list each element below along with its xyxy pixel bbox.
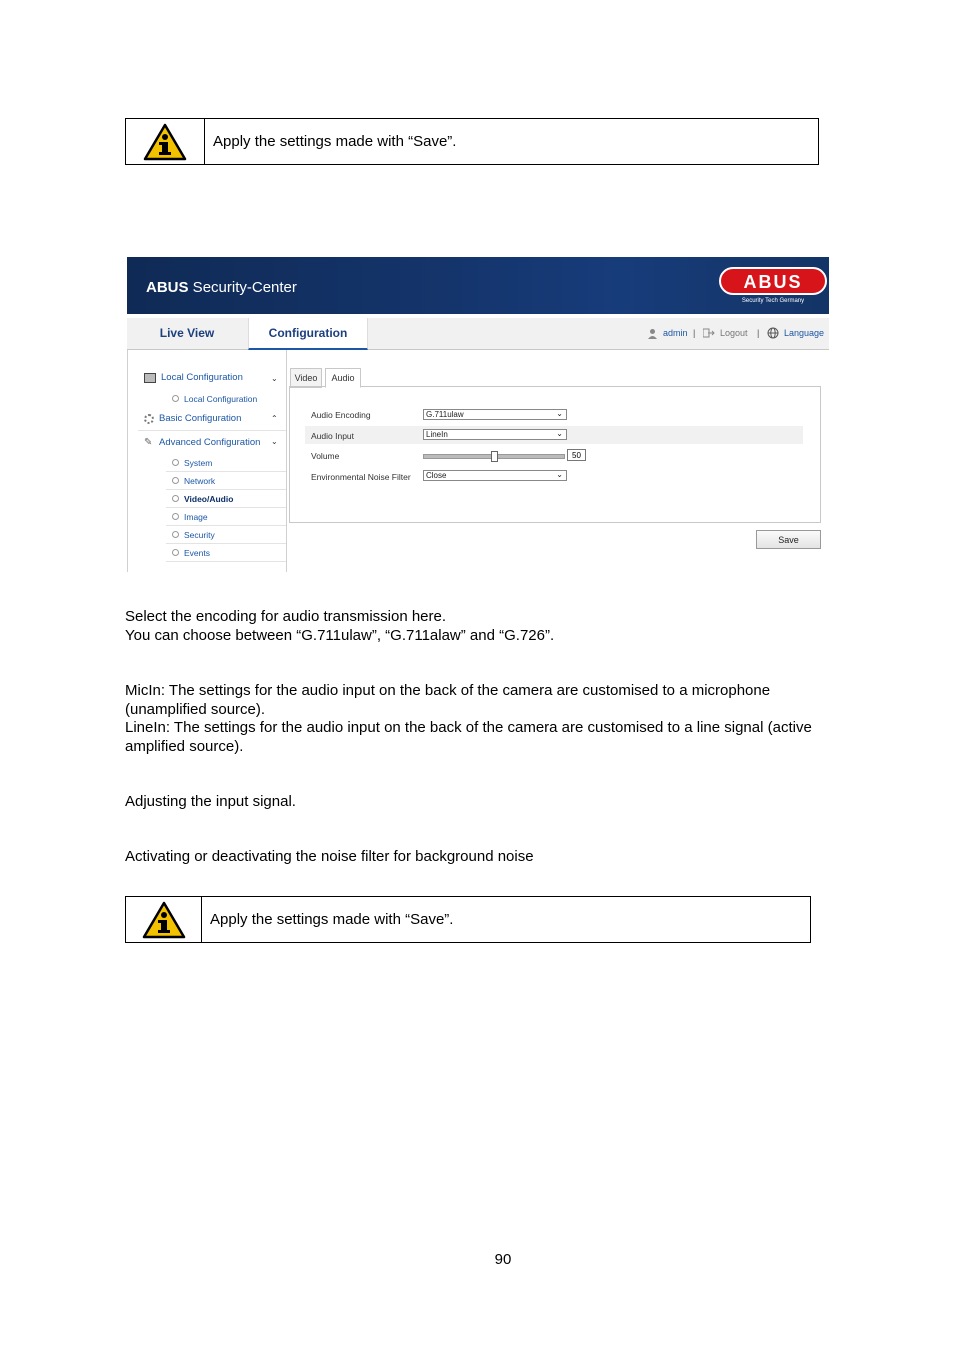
audio-settings-panel [289,386,821,523]
volume-label: Volume [311,451,340,461]
chevron-down-icon: ⌄ [556,470,563,479]
notice-text: Apply the settings made with “Save”. [213,133,457,150]
sidebar-item-security[interactable]: Security [166,526,286,544]
sidebar-item-local-configuration[interactable]: Local Configuration [166,390,286,407]
volume-value-field[interactable]: 50 [567,449,586,461]
notice-top [125,118,819,165]
audio-input-label: Audio Input [311,431,355,441]
noise-description: Activating or deactivating the noise filter for background noise [125,848,534,865]
input-text-3: LineIn: The settings for the audio input on the back of the camera are customised to a line signal (active [125,719,812,736]
app-header [127,257,829,314]
ui-screenshot [126,256,830,572]
input-text-1: MicIn: The settings for the audio input on the back of the camera are customised to a microphone [125,682,771,699]
app-title: ABUS Security-Center [146,279,297,296]
warning-info-icon [126,119,205,164]
nav-separator: | [693,328,696,338]
sidebar-item-image[interactable]: Image [166,508,286,526]
volume-description: Adjusting the input signal. [125,793,296,810]
chevron-down-icon[interactable]: ⌄ [271,374,278,383]
user-icon [647,318,658,348]
abus-logo [718,266,828,306]
audio-encoding-label: Audio Encoding [311,410,371,420]
chevron-down-icon[interactable]: ⌄ [271,437,278,446]
audio-encoding-select[interactable]: G.711ulaw ⌄ [423,409,567,420]
sidebar-item-system[interactable]: System [166,454,286,472]
monitor-icon [144,373,156,383]
tab-video[interactable]: Video [290,368,322,388]
nav-separator: | [757,328,760,338]
language-link[interactable]: Language [784,328,825,338]
divider [138,430,286,431]
encoding-description [125,608,554,645]
input-text-4: amplified source). [125,737,244,755]
tab-configuration[interactable]: Configuration [248,318,368,350]
sidebar-item-network[interactable]: Network [166,472,286,490]
sidebar-advanced-config[interactable]: ✎ Advanced Configuration [144,437,261,448]
page-number: 90 [494,1251,512,1268]
svg-text:ABUS: ABUS [743,272,803,292]
sidebar-local-config[interactable]: Local Configuration [144,372,243,383]
encoding-text-1: Select the encoding for audio transmission here. [125,608,447,625]
wrench-icon: ✎ [144,437,153,448]
warning-info-icon [126,897,202,942]
audio-input-select[interactable]: LineIn ⌄ [423,429,567,440]
notice-text: Apply the settings made with “Save”. [210,911,454,928]
volume-slider-thumb[interactable] [491,451,498,462]
encoding-text-2: You can choose between “G.711ulaw”, “G.711alaw” and “G.726”. [125,626,555,644]
notice-bottom [125,896,811,943]
gear-icon [144,414,154,424]
tab-live-view[interactable]: Live View [159,326,215,340]
input-description [125,682,812,756]
globe-icon [767,318,779,348]
noise-filter-select[interactable]: Close ⌄ [423,470,567,481]
volume-slider[interactable] [423,454,565,459]
chevron-down-icon: ⌄ [556,409,563,418]
input-text-2: (unamplified source). [125,700,266,718]
logout-link[interactable]: Logout [720,328,748,338]
chevron-down-icon: ⌄ [556,429,563,438]
svg-text:Security Tech Germany: Security Tech Germany [741,298,805,304]
sidebar-item-events[interactable]: Events [166,544,286,562]
sidebar-item-video-audio[interactable]: Video/Audio [166,490,286,508]
noise-filter-label: Environmental Noise Filter [311,472,411,482]
admin-link[interactable]: admin [663,328,688,338]
logout-icon [703,318,715,348]
tab-audio[interactable]: Audio [325,368,361,388]
sidebar [127,350,287,572]
save-button[interactable]: Save [756,530,821,549]
sidebar-basic-config[interactable]: Basic Configuration [144,413,241,424]
chevron-up-icon[interactable]: ⌃ [271,414,278,423]
top-nav [127,318,829,350]
